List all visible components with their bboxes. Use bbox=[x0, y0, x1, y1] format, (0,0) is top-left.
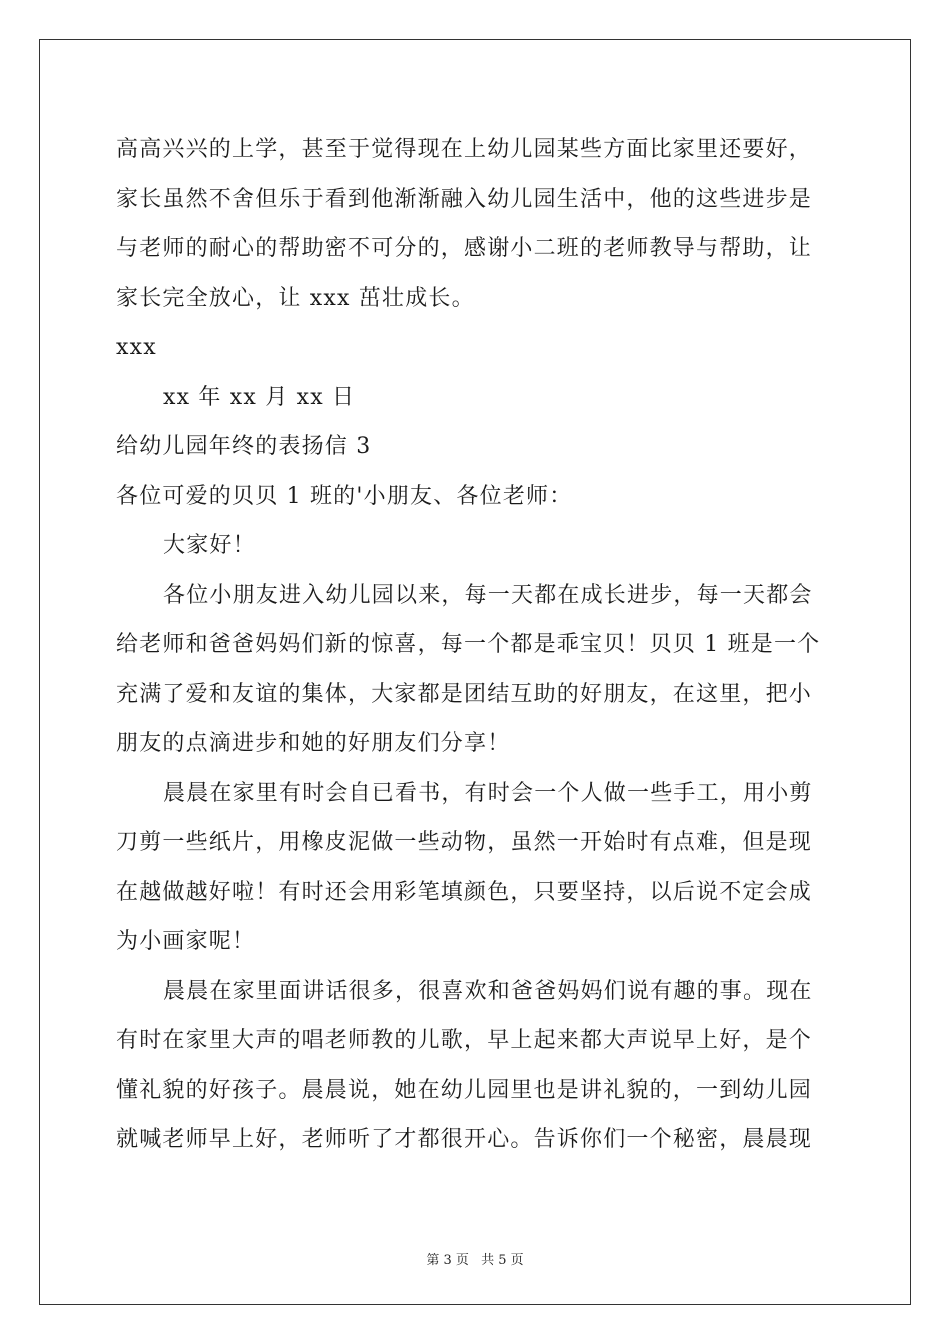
text-line: 懂礼貌的好孩子。晨晨说，她在幼儿园里也是讲礼貌的，一到幼儿园 bbox=[116, 1077, 813, 1103]
text-line: 晨晨在家里有时会自已看书，有时会一个人做一些手工，用小剪 bbox=[163, 780, 813, 806]
section-title: 给幼儿园年终的表扬信 3 bbox=[116, 434, 372, 459]
text-line: 家长完全放心，让 xxx 茁壮成长。 bbox=[116, 285, 475, 311]
page-number-current: 第 3 页 bbox=[426, 1253, 469, 1268]
greeting: 大家好！ bbox=[163, 533, 256, 558]
text-line: 高高兴兴的上学，甚至于觉得现在上幼儿园某些方面比家里还要好， bbox=[116, 137, 813, 162]
text-line: 为小画家呢！ bbox=[116, 929, 256, 954]
text-line: 就喊老师早上好，老师听了才都很开心。告诉你们一个秘密，晨晨现 bbox=[116, 1127, 813, 1152]
document-body bbox=[116, 125, 836, 1165]
text-line: 充满了爱和友谊的集体，大家都是团结互助的好朋友，在这里，把小 bbox=[116, 681, 813, 707]
text-line: 各位小朋友进入幼儿园以来，每一天都在成长进步，每一天都会 bbox=[163, 582, 813, 608]
text-line: 家长虽然不舍但乐于看到他渐渐融入幼儿园生活中，他的这些进步是 bbox=[116, 186, 813, 212]
text-line: 与老师的耐心的帮助密不可分的，感谢小二班的老师教导与帮助，让 bbox=[116, 236, 813, 261]
signature-date: xx 年 xx 月 xx 日 bbox=[163, 384, 356, 410]
text-line: 给老师和爸爸妈妈们新的惊喜，每一个都是乖宝贝！贝贝 1 班是一个 bbox=[116, 632, 821, 657]
text-line: 在越做越好啦！有时还会用彩笔填颜色，只要坚持，以后说不定会成 bbox=[116, 879, 813, 905]
signature-name: xxx bbox=[116, 335, 157, 360]
salutation: 各位可爱的贝贝 1 班的'小朋友、各位老师： bbox=[116, 483, 573, 509]
text-line: 刀剪一些纸片，用橡皮泥做一些动物，虽然一开始时有点难，但是现 bbox=[116, 830, 813, 855]
text-line: 朋友的点滴进步和她的好朋友们分享！ bbox=[116, 731, 511, 756]
text-line: 晨晨在家里面讲话很多，很喜欢和爸爸妈妈们说有趣的事。现在 bbox=[163, 978, 813, 1004]
page-footer bbox=[0, 1249, 950, 1268]
page-number-total: 共 5 页 bbox=[481, 1253, 524, 1268]
text-line: 有时在家里大声的唱老师教的儿歌，早上起来都大声说早上好，是个 bbox=[116, 1028, 813, 1053]
